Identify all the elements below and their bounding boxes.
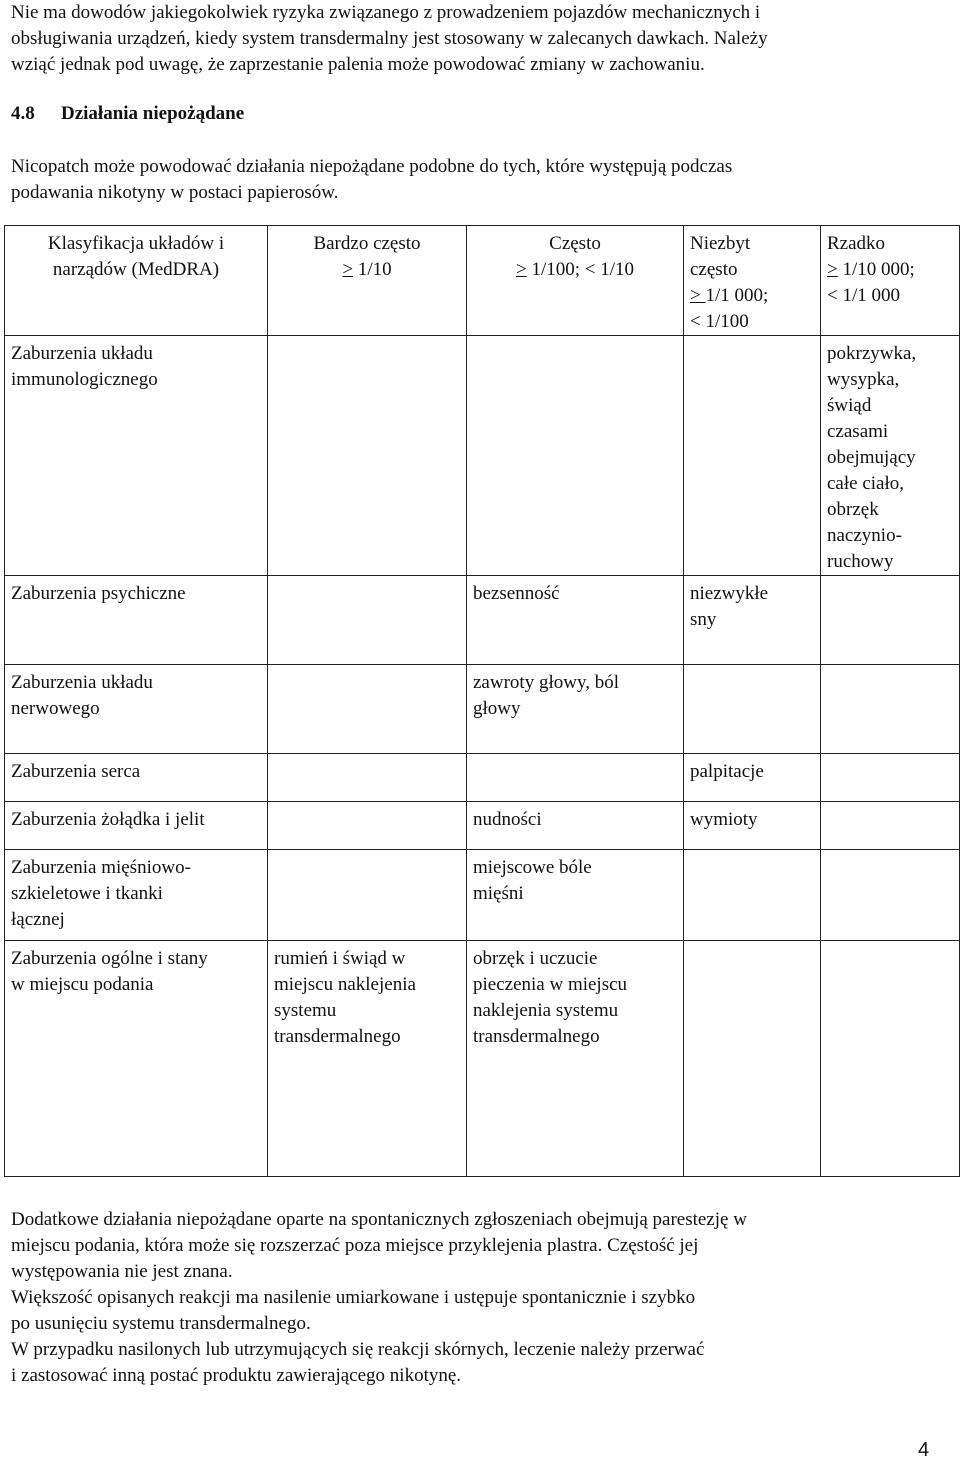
cell-line: transdermalnego [473, 1026, 600, 1047]
cell-line: głowy [473, 698, 521, 719]
section-heading [11, 101, 941, 127]
cell-soc [5, 665, 268, 754]
cell-soc [5, 336, 268, 576]
header-uncommon [684, 226, 821, 336]
cell-common [467, 665, 684, 754]
table-row [5, 754, 960, 802]
cell-line: sny [690, 609, 717, 630]
header-rare [821, 226, 960, 336]
text-line: Nicopatch może powodować działania niepożądane podobne do tych, które występują podczas [11, 156, 733, 177]
cell-line: miejscu naklejenia [274, 974, 416, 995]
cell-common [467, 850, 684, 941]
cell-line: nudności [473, 809, 542, 830]
cell-line: Zaburzenia ogólne i stany [11, 948, 208, 969]
frequency-value: 1/10 000; [837, 259, 915, 280]
section-number: 4.8 [11, 103, 35, 124]
cell-common [467, 336, 684, 576]
header-line: często [690, 259, 738, 280]
cell-soc [5, 850, 268, 941]
text-line: po usunięciu systemu transdermalnego. [11, 1313, 311, 1334]
cell-uncommon [684, 665, 821, 754]
table-row [5, 576, 960, 665]
text-line: wziąć jednak pod uwagę, że zaprzestanie palenia może powodować zmiany w zachowaniu. [11, 54, 705, 75]
cell-very-common [268, 665, 467, 754]
table-row [5, 802, 960, 850]
ge-sign: > [515, 259, 527, 280]
cell-line: rumień i świąd w [274, 948, 406, 969]
text-line: miejscu podania, która może się rozszerzać poza miejsce przyklejenia plastra. Częstość jej [11, 1235, 699, 1256]
cell-uncommon [684, 754, 821, 802]
cell-soc [5, 802, 268, 850]
cell-line: Zaburzenia psychiczne [11, 583, 186, 604]
frequency-value: 1/100; < 1/10 [526, 259, 635, 280]
cell-line: naklejenia systemu [473, 1000, 619, 1021]
cell-very-common [268, 941, 467, 1177]
text-line: występowania nie jest znana. [11, 1261, 233, 1282]
cell-line: Zaburzenia układu [11, 672, 153, 693]
header-frequency [274, 257, 460, 283]
header-common [467, 226, 684, 336]
cell-uncommon [684, 802, 821, 850]
cell-line: palpitacje [690, 761, 764, 782]
cell-common [467, 754, 684, 802]
header-frequency [473, 257, 677, 283]
cell-line: zawroty głowy, ból [473, 672, 619, 693]
cell-line: niezwykłe [690, 583, 769, 604]
cell-soc [5, 754, 268, 802]
cell-line: Zaburzenia mięśniowo- [11, 857, 191, 878]
header-line: narządów (MedDRA) [52, 259, 220, 280]
cell-line: łącznej [11, 909, 65, 930]
cell-line: obrzęk [827, 499, 879, 520]
cell-rare [821, 850, 960, 941]
cell-soc [5, 576, 268, 665]
header-line: Często [549, 233, 601, 254]
cell-common [467, 941, 684, 1177]
header-soc [5, 226, 268, 336]
table-row [5, 941, 960, 1177]
cell-line: miejscowe bóle [473, 857, 592, 878]
table-row [5, 336, 960, 576]
table-header-row [5, 226, 960, 336]
header-line: Rzadko [827, 233, 886, 254]
cell-line: systemu [274, 1000, 337, 1021]
cell-rare [821, 941, 960, 1177]
cell-rare [821, 336, 960, 576]
ge-sign: > [690, 285, 706, 306]
cell-very-common [268, 336, 467, 576]
header-line: < 1/100 [690, 311, 749, 332]
page-number: 4 [918, 1439, 930, 1461]
cell-line: świąd [827, 395, 872, 416]
cell-common [467, 802, 684, 850]
text-line: W przypadku nasilonych lub utrzymujących się reakcji skórnych, leczenie należy przerwać [11, 1339, 705, 1360]
cell-line: bezsenność [473, 583, 560, 604]
header-line: Niezbyt [690, 233, 751, 254]
table-row [5, 665, 960, 754]
text-line: i zastosować inną postać produktu zawierającego nikotynę. [11, 1365, 462, 1386]
cell-line: transdermalnego [274, 1026, 401, 1047]
text-line: Dodatkowe działania niepożądane oparte na spontanicznych zgłoszeniach obejmują parestezję w [11, 1209, 747, 1230]
text-line: Większość opisanych reakcji ma nasilenie umiarkowane i ustępuje spontanicznie i szybko [11, 1287, 696, 1308]
cell-uncommon [684, 850, 821, 941]
header-line: Bardzo często [313, 233, 421, 254]
intro-paragraph [11, 0, 941, 78]
cell-uncommon [684, 576, 821, 665]
cell-line: obejmujący [827, 447, 916, 468]
header-line: < 1/1 000 [827, 285, 900, 306]
closing-paragraph [11, 1207, 941, 1389]
cell-line: mięśni [473, 883, 524, 904]
cell-line: immunologicznego [11, 369, 158, 390]
cell-line: całe ciało, [827, 473, 905, 494]
lead-paragraph [11, 154, 941, 206]
cell-line: pieczenia w miejscu [473, 974, 628, 995]
cell-line: czasami [827, 421, 889, 442]
section-title: Działania niepożądane [61, 103, 245, 124]
cell-rare [821, 754, 960, 802]
cell-very-common [268, 850, 467, 941]
cell-line: naczynio- [827, 525, 902, 546]
cell-rare [821, 665, 960, 754]
cell-line: Zaburzenia serca [11, 761, 141, 782]
header-frequency [690, 283, 814, 309]
cell-uncommon [684, 941, 821, 1177]
frequency-value: 1/10 [353, 259, 392, 280]
header-very-common [268, 226, 467, 336]
adverse-effects-table [4, 225, 960, 1177]
header-frequency [827, 257, 953, 283]
cell-line: w miejscu podania [11, 974, 154, 995]
ge-sign: > [827, 259, 838, 280]
frequency-value: 1/1 000; [705, 285, 769, 306]
cell-rare [821, 576, 960, 665]
text-line: podawania nikotyny w postaci papierosów. [11, 182, 339, 203]
cell-line: Zaburzenia układu [11, 343, 153, 364]
cell-rare [821, 802, 960, 850]
cell-line: Zaburzenia żołądka i jelit [11, 809, 205, 830]
cell-line: ruchowy [827, 551, 894, 572]
ge-sign: > [342, 259, 354, 280]
text-line: obsługiwania urządzeń, kiedy system transdermalny jest stosowany w zalecanych dawkach. Należy [11, 28, 768, 49]
cell-very-common [268, 802, 467, 850]
cell-line: pokrzywka, [827, 343, 917, 364]
cell-very-common [268, 754, 467, 802]
cell-soc [5, 941, 268, 1177]
cell-uncommon [684, 336, 821, 576]
cell-very-common [268, 576, 467, 665]
cell-line: nerwowego [11, 698, 100, 719]
text-line: Nie ma dowodów jakiegokolwiek ryzyka związanego z prowadzeniem pojazdów mechanicznych i [11, 2, 761, 23]
cell-common [467, 576, 684, 665]
cell-line: wysypka, [827, 369, 900, 390]
cell-line: wymioty [690, 809, 758, 830]
header-line: Klasyfikacja układów i [47, 233, 225, 254]
cell-line: obrzęk i uczucie [473, 948, 598, 969]
cell-line: szkieletowe i tkanki [11, 883, 163, 904]
table-row [5, 850, 960, 941]
